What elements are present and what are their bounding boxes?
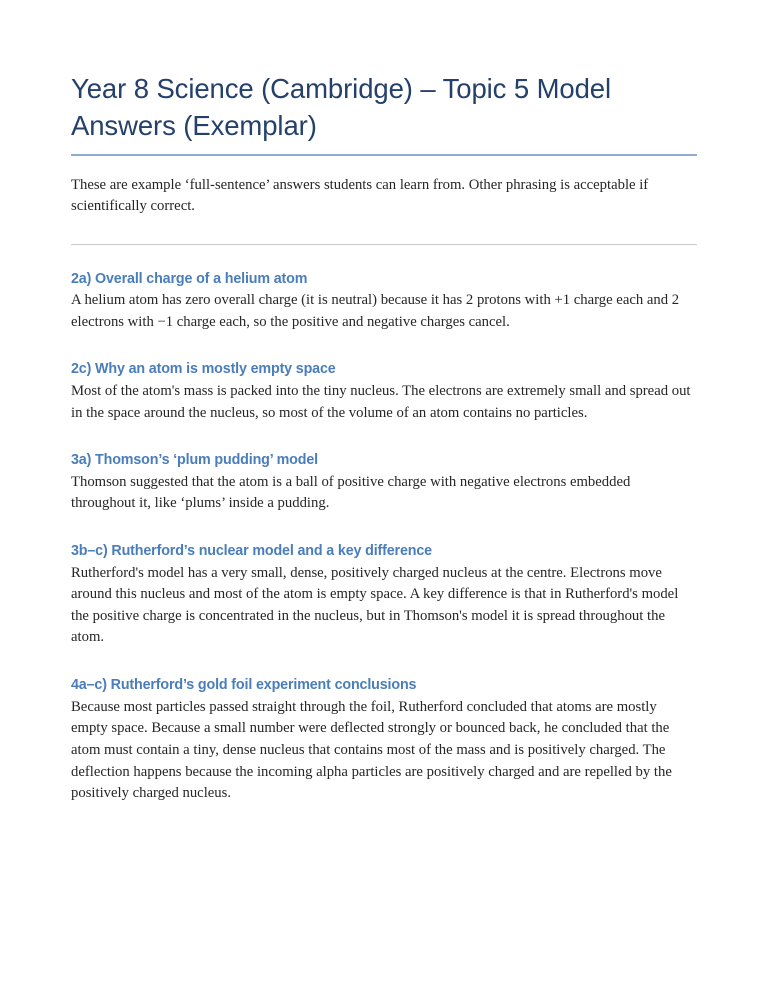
title-divider	[71, 154, 697, 156]
section-heading: 2a) Overall charge of a helium atom	[71, 270, 308, 287]
section-heading: 3b–c) Rutherford’s nuclear model and a key difference	[71, 543, 432, 560]
page-title: Year 8 Science (Cambridge) – Topic 5 Model Answers (Exemplar)	[71, 73, 611, 142]
section-body: Most of the atom's mass is packed into the tiny nucleus. The electrons are extremely small and spread out in the space around the nucleus, so most of the volume of an atom contains no particles.	[71, 383, 691, 421]
section-body: A helium atom has zero overall charge (it is neutral) because it has 2 protons with +1 charge each and 2 electrons with −1 charge each, so the positive and negative charges cancel.	[71, 292, 680, 330]
section-3b-c	[71, 542, 697, 649]
section-4a-c	[71, 676, 697, 805]
section-2c	[71, 360, 697, 424]
section-2a	[71, 270, 697, 334]
section-3a	[71, 451, 697, 515]
intro-paragraph: These are example ‘full-sentence’ answers students can learn from. Other phrasing is acceptable if scientifically correct.	[71, 176, 649, 215]
section-body: Rutherford's model has a very small, dense, positively charged nucleus at the centre. Electrons move around this nucleus and most of the atom is empty space. A key difference is that in Rutherford's model the positive charge is concentrated in the nucleus, but in Thomson's model it is spread throughout the atom.	[71, 564, 679, 646]
section-body: Thomson suggested that the atom is a ball of positive charge with negative electrons embedded throughout it, like ‘plums’ inside a pudding.	[71, 473, 631, 512]
section-heading: 3a) Thomson’s ‘plum pudding’ model	[71, 452, 318, 469]
intro-divider	[71, 244, 697, 245]
section-heading: 2c) Why an atom is mostly empty space	[71, 361, 336, 378]
section-body: Because most particles passed straight through the foil, Rutherford concluded that atoms are mostly empty space. Because a small number were deflected strongly or bounced back, he concluded that the atom must contain a tiny, dense nucleus that contains most of the mass and is positively charged. The deflection happens because the incoming alpha particles are positively charged and are repelled by the positively charged nucleus.	[71, 698, 672, 802]
section-heading: 4a–c) Rutherford’s gold foil experiment conclusions	[71, 677, 417, 694]
